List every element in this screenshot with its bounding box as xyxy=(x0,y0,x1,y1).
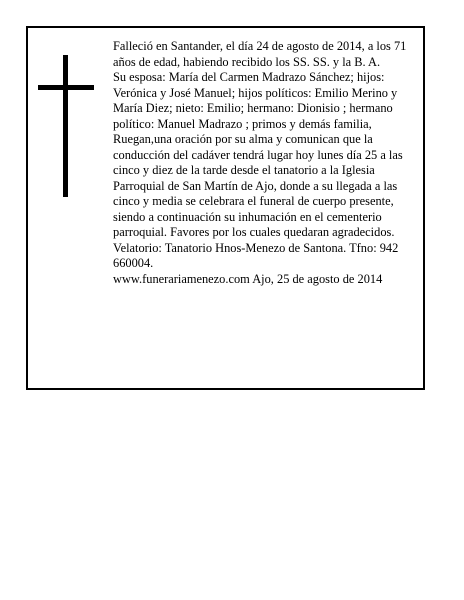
website-date-paragraph: www.funerariamenezo.com Ajo, 25 de agosto de 2014 xyxy=(113,271,383,286)
cross-icon xyxy=(38,55,94,197)
family-paragraph: Su esposa: María del Carmen Madrazo Sánchez; hijos: Verónica y José Manuel; hijos políticos: Emilio Merino y María Diez; nieto: Emilio; hermano: Dionisio ; hermano político: Manuel Madrazo ; primos y demás familia, xyxy=(113,70,398,131)
funeral-details-paragraph: Ruegan,una oración por su alma y comunican que la conducción del cadáver tendrá lugar hoy lunes día 25 a las cinco y diez de la tarde desde el tanatorio a la Iglesia Parroquial de San Martín de Ajo, donde a su llegada a las cinco y media se celebrara el funeral de cuerpo presente, siendo a continuación su inhumación en el cementerio parroquial. Favores por los cuales quedaran agradecidos. Velatorio: Tanatorio Hnos-Menezo de Santona. Tfno: 942 660004. xyxy=(113,132,403,270)
death-announcement-paragraph: Falleció en Santander, el día 24 de agosto de 2014, a los 71 años de edad, habiendo recibido los SS. SS. y la B. A. xyxy=(113,39,407,69)
cross-horizontal-bar xyxy=(38,85,94,90)
cross-vertical-bar xyxy=(63,55,68,197)
obituary-text xyxy=(113,39,423,287)
